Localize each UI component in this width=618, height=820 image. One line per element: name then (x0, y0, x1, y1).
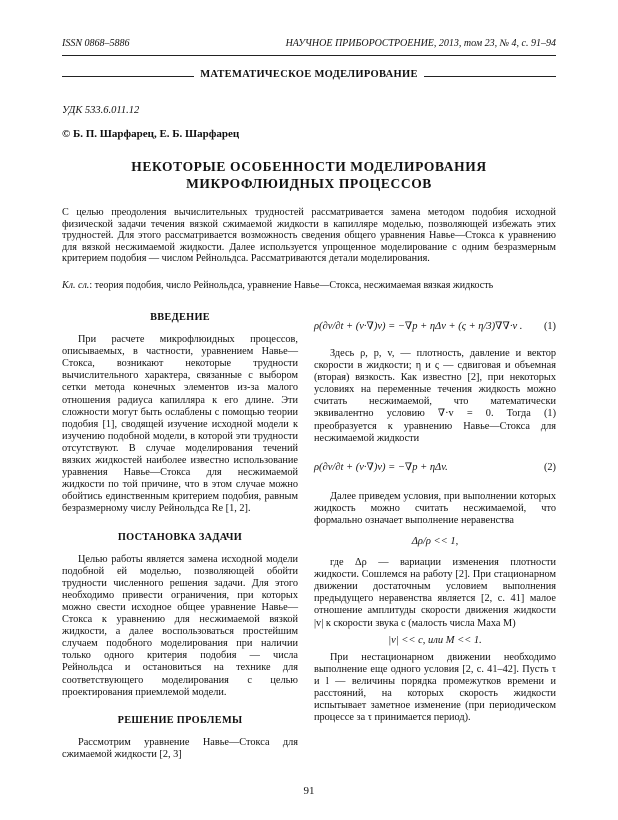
intro-heading: ВВЕДЕНИЕ (150, 312, 210, 323)
equation-2: ρ(∂v/∂t + (v·∇)v) = −∇p + ηΔv. (2) (314, 461, 556, 473)
abstract: С целью преодоления вычислительных трудностей рассматривается замена методом подобия исходной физической задачи течения вязкой сжимаемой жидкости в капилляре моделью, позволяющей избежать этих трудностей. Для этого рассматривается возможность сведения общего уравнения Навье—Стокса к уравнению для вязкой несжимаемой жидкости. Далее используется упрощенное моделирование с одним безразмерным критерием подобия — числом Рейнольдса. Рассматриваются детали моделирования. (62, 207, 556, 265)
right-column (314, 312, 556, 724)
page-number: 91 (303, 785, 315, 797)
paragraph-3: где Δρ — вариации изменения плотности жидкости. Сошлемся на работу [2]. При стационарном движении достаточным условием выполнения предыдущего неравенства является [2, с. 41] малое отношение амплитуды скорости движения жидкости |v| к скорости звука c (малость числа Маха M) (314, 557, 556, 629)
equation-1: ρ(∂v/∂t + (v·∇)v) = −∇p + ηΔv + (ς + η/3)∇∇·v . (1) (314, 320, 556, 332)
paragraph-1: Здесь ρ, p, v, — плотность, давление и вектор скорости в жидкости; η и ς — сдвиговая и объемная (вторая) вязкость. Как известно [2], при некоторых условиях на переменные течения жидкость можно считать несжимаемой, что математически эквивалентно условию ∇·v = 0. Тогда (1) преобразуется к уравнению Навье—Стокса для несжимаемой жидкости (314, 348, 556, 444)
paragraph-2: Далее приведем условия, при выполнении которых жидкость можно считать несжимаемой, что формально означает выполнение неравенства (314, 490, 556, 526)
intro-text: При расчете микрофлюидных процессов, описываемых, в частности, уравнением Навье—Стокса, возникают некоторые трудности вычислительного характера, связанные с выбором сетки метода конечных элементов из-за малого отношения радиуса капилляра к его длине. Эти сложности могут быть ослаблены с помощью теории подобия [1], сводящей изучение исходной модели к изучению подобной модели, в которой эти трудности отсутствуют. В случае моделирования течений вязких жидкостей наиболее известно использование уравнения Навье—Стокса для несжимаемой жидкости по той причине, что в этом случае можно обойтись единственным критерием подобия, равным безразмерному числу Рейнольдса Re [1, 2]. (62, 334, 298, 515)
page-title: НЕКОТОРЫЕ ОСОБЕННОСТИ МОДЕЛИРОВАНИЯ МИКРОФЛЮИДНЫХ ПРОЦЕССОВ (131, 159, 487, 191)
solution-text: Рассмотрим уравнение Навье—Стокса для сжимаемой жидкости [2, 3] (62, 736, 298, 760)
authors: © Б. П. Шарфарец, Е. Б. Шарфарец (62, 128, 240, 140)
issn: ISSN 0868–5886 (62, 38, 130, 49)
equation-3: Δρ/ρ << 1, (411, 536, 459, 548)
keywords: Кл. сл.: теория подобия, число Рейнольдса, уравнение Навье—Стокса, несжимаемая вязкая жидкость (62, 280, 494, 291)
journal-citation: НАУЧНОЕ ПРИБОРОСТРОЕНИЕ, 2013, том 23, № 4, с. 91–94 (285, 38, 556, 49)
paragraph-4: При нестационарном движении необходимо выполнение еще одного условия [2, с. 41–42]. Пусть τ и l — величины порядка промежутков времени и расстояний, на которых скорость жидкости испытывает заметное изменение (при периодическом процессе за τ принимается период). (314, 651, 556, 724)
left-column (62, 312, 298, 761)
header-rule (62, 55, 556, 56)
problem-heading: ПОСТАНОВКА ЗАДАЧИ (117, 531, 243, 543)
equation-4: |v| << c, или M << 1. (388, 634, 482, 646)
udc: УДК 533.6.011.12 (62, 105, 140, 116)
section-title: МАТЕМАТИЧЕСКОЕ МОДЕЛИРОВАНИЕ (62, 69, 556, 80)
problem-text: Целью работы является замена исходной модели подобной ей моделью, позволяющей обойти трудности численного решения задачи. Для этого необходимо привести ограничения, при которых можно свести исходное общее уравнение Навье—Стокса к уравнению для несжимаемой вязкой жидкости, а далее воспользоваться простейшим случаем подобного моделирования при наличии только одного критерия подобия — числа Рейнольдса и остановиться на технике для соответствующего моделирования с целью проектирования приемлемой модели. (62, 553, 298, 698)
solution-heading: РЕШЕНИЕ ПРОБЛЕМЫ (117, 714, 243, 726)
